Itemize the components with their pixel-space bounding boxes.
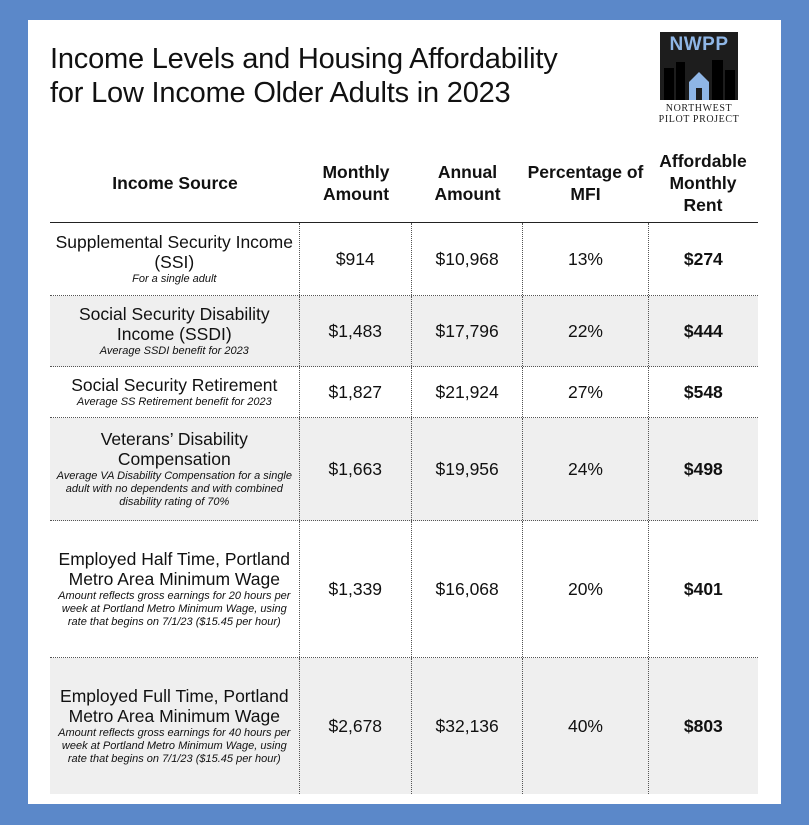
- annual-amount: $32,136: [411, 658, 522, 794]
- annual-amount: $21,924: [411, 367, 522, 417]
- logo-text: [658, 103, 740, 125]
- income-source-cell: [50, 367, 299, 417]
- annual-amount: $17,796: [411, 296, 522, 366]
- logo-abbr: NWPP: [669, 34, 729, 55]
- page-title: [50, 42, 610, 110]
- document-card: [28, 20, 781, 804]
- table-row: [50, 296, 758, 367]
- monthly-amount: $1,827: [299, 367, 411, 417]
- monthly-amount: $2,678: [299, 658, 411, 794]
- source-note: Amount reflects gross earnings for 40 hours per week at Portland Metro Minimum Wage, using rate that begins on 7/1/23 ($15.45 per hour): [58, 727, 291, 765]
- affordable-rent: $498: [648, 418, 758, 520]
- percentage-mfi: 24%: [522, 418, 647, 520]
- monthly-amount: $914: [299, 223, 411, 295]
- header-income-source: Income Source: [112, 173, 238, 193]
- header-monthly-amount: Monthly Amount: [322, 162, 390, 204]
- logo-skyline-icon: [660, 32, 738, 100]
- affordable-rent: $803: [648, 658, 758, 794]
- percentage-mfi: 20%: [522, 521, 647, 657]
- source-note: Average SSDI benefit for 2023: [99, 345, 249, 357]
- income-source-cell: [50, 223, 299, 295]
- title-line-1: Income Levels and Housing Affordability: [50, 43, 558, 75]
- nwpp-logo: [658, 32, 740, 125]
- source-note: Average SS Retirement benefit for 2023: [76, 396, 272, 408]
- income-source-cell: [50, 658, 299, 794]
- affordable-rent: $548: [648, 367, 758, 417]
- header-affordable-rent: Affordable Monthly Rent: [659, 151, 747, 215]
- table-row: [50, 658, 758, 794]
- table-row: [50, 223, 758, 296]
- income-source-cell: [50, 418, 299, 520]
- source-name: Social Security Retirement: [71, 375, 278, 395]
- affordable-rent: $444: [648, 296, 758, 366]
- annual-amount: $10,968: [411, 223, 522, 295]
- source-note: For a single adult: [132, 273, 217, 285]
- percentage-mfi: 27%: [522, 367, 647, 417]
- header-annual-amount: Annual Amount: [434, 162, 501, 204]
- income-table: [28, 144, 781, 794]
- title-line-2: for Low Income Older Adults in 2023: [50, 77, 511, 109]
- percentage-mfi: 22%: [522, 296, 647, 366]
- monthly-amount: $1,339: [299, 521, 411, 657]
- monthly-amount: $1,483: [299, 296, 411, 366]
- logo-line-1: NORTHWEST: [665, 103, 733, 114]
- table-row: [50, 418, 758, 521]
- source-name: Supplemental Security Income (SSI): [55, 232, 293, 272]
- header-percentage-mfi: Percentage of MFI: [527, 162, 644, 204]
- annual-amount: $19,956: [411, 418, 522, 520]
- monthly-amount: $1,663: [299, 418, 411, 520]
- source-note: Average VA Disability Compensation for a single adult with no dependents and with combined disability rating of 70%: [56, 470, 292, 508]
- logo-line-2: PILOT PROJECT: [658, 114, 740, 125]
- percentage-mfi: 40%: [522, 658, 647, 794]
- income-source-cell: [50, 521, 299, 657]
- source-name: Veterans’ Disability Compensation: [100, 429, 248, 469]
- income-source-cell: [50, 296, 299, 366]
- percentage-mfi: 13%: [522, 223, 647, 295]
- affordable-rent: $274: [648, 223, 758, 295]
- table-row: [50, 367, 758, 418]
- table-header: [50, 144, 758, 223]
- affordable-rent: $401: [648, 521, 758, 657]
- annual-amount: $16,068: [411, 521, 522, 657]
- source-name: Social Security Disability Income (SSDI): [78, 304, 270, 344]
- source-name: Employed Half Time, Portland Metro Area Minimum Wage: [58, 549, 291, 589]
- source-name: Employed Full Time, Portland Metro Area Minimum Wage: [60, 686, 289, 726]
- source-note: Amount reflects gross earnings for 20 hours per week at Portland Metro Minimum Wage, using rate that begins on 7/1/23 ($15.45 per hour): [58, 590, 291, 628]
- table-row: [50, 521, 758, 658]
